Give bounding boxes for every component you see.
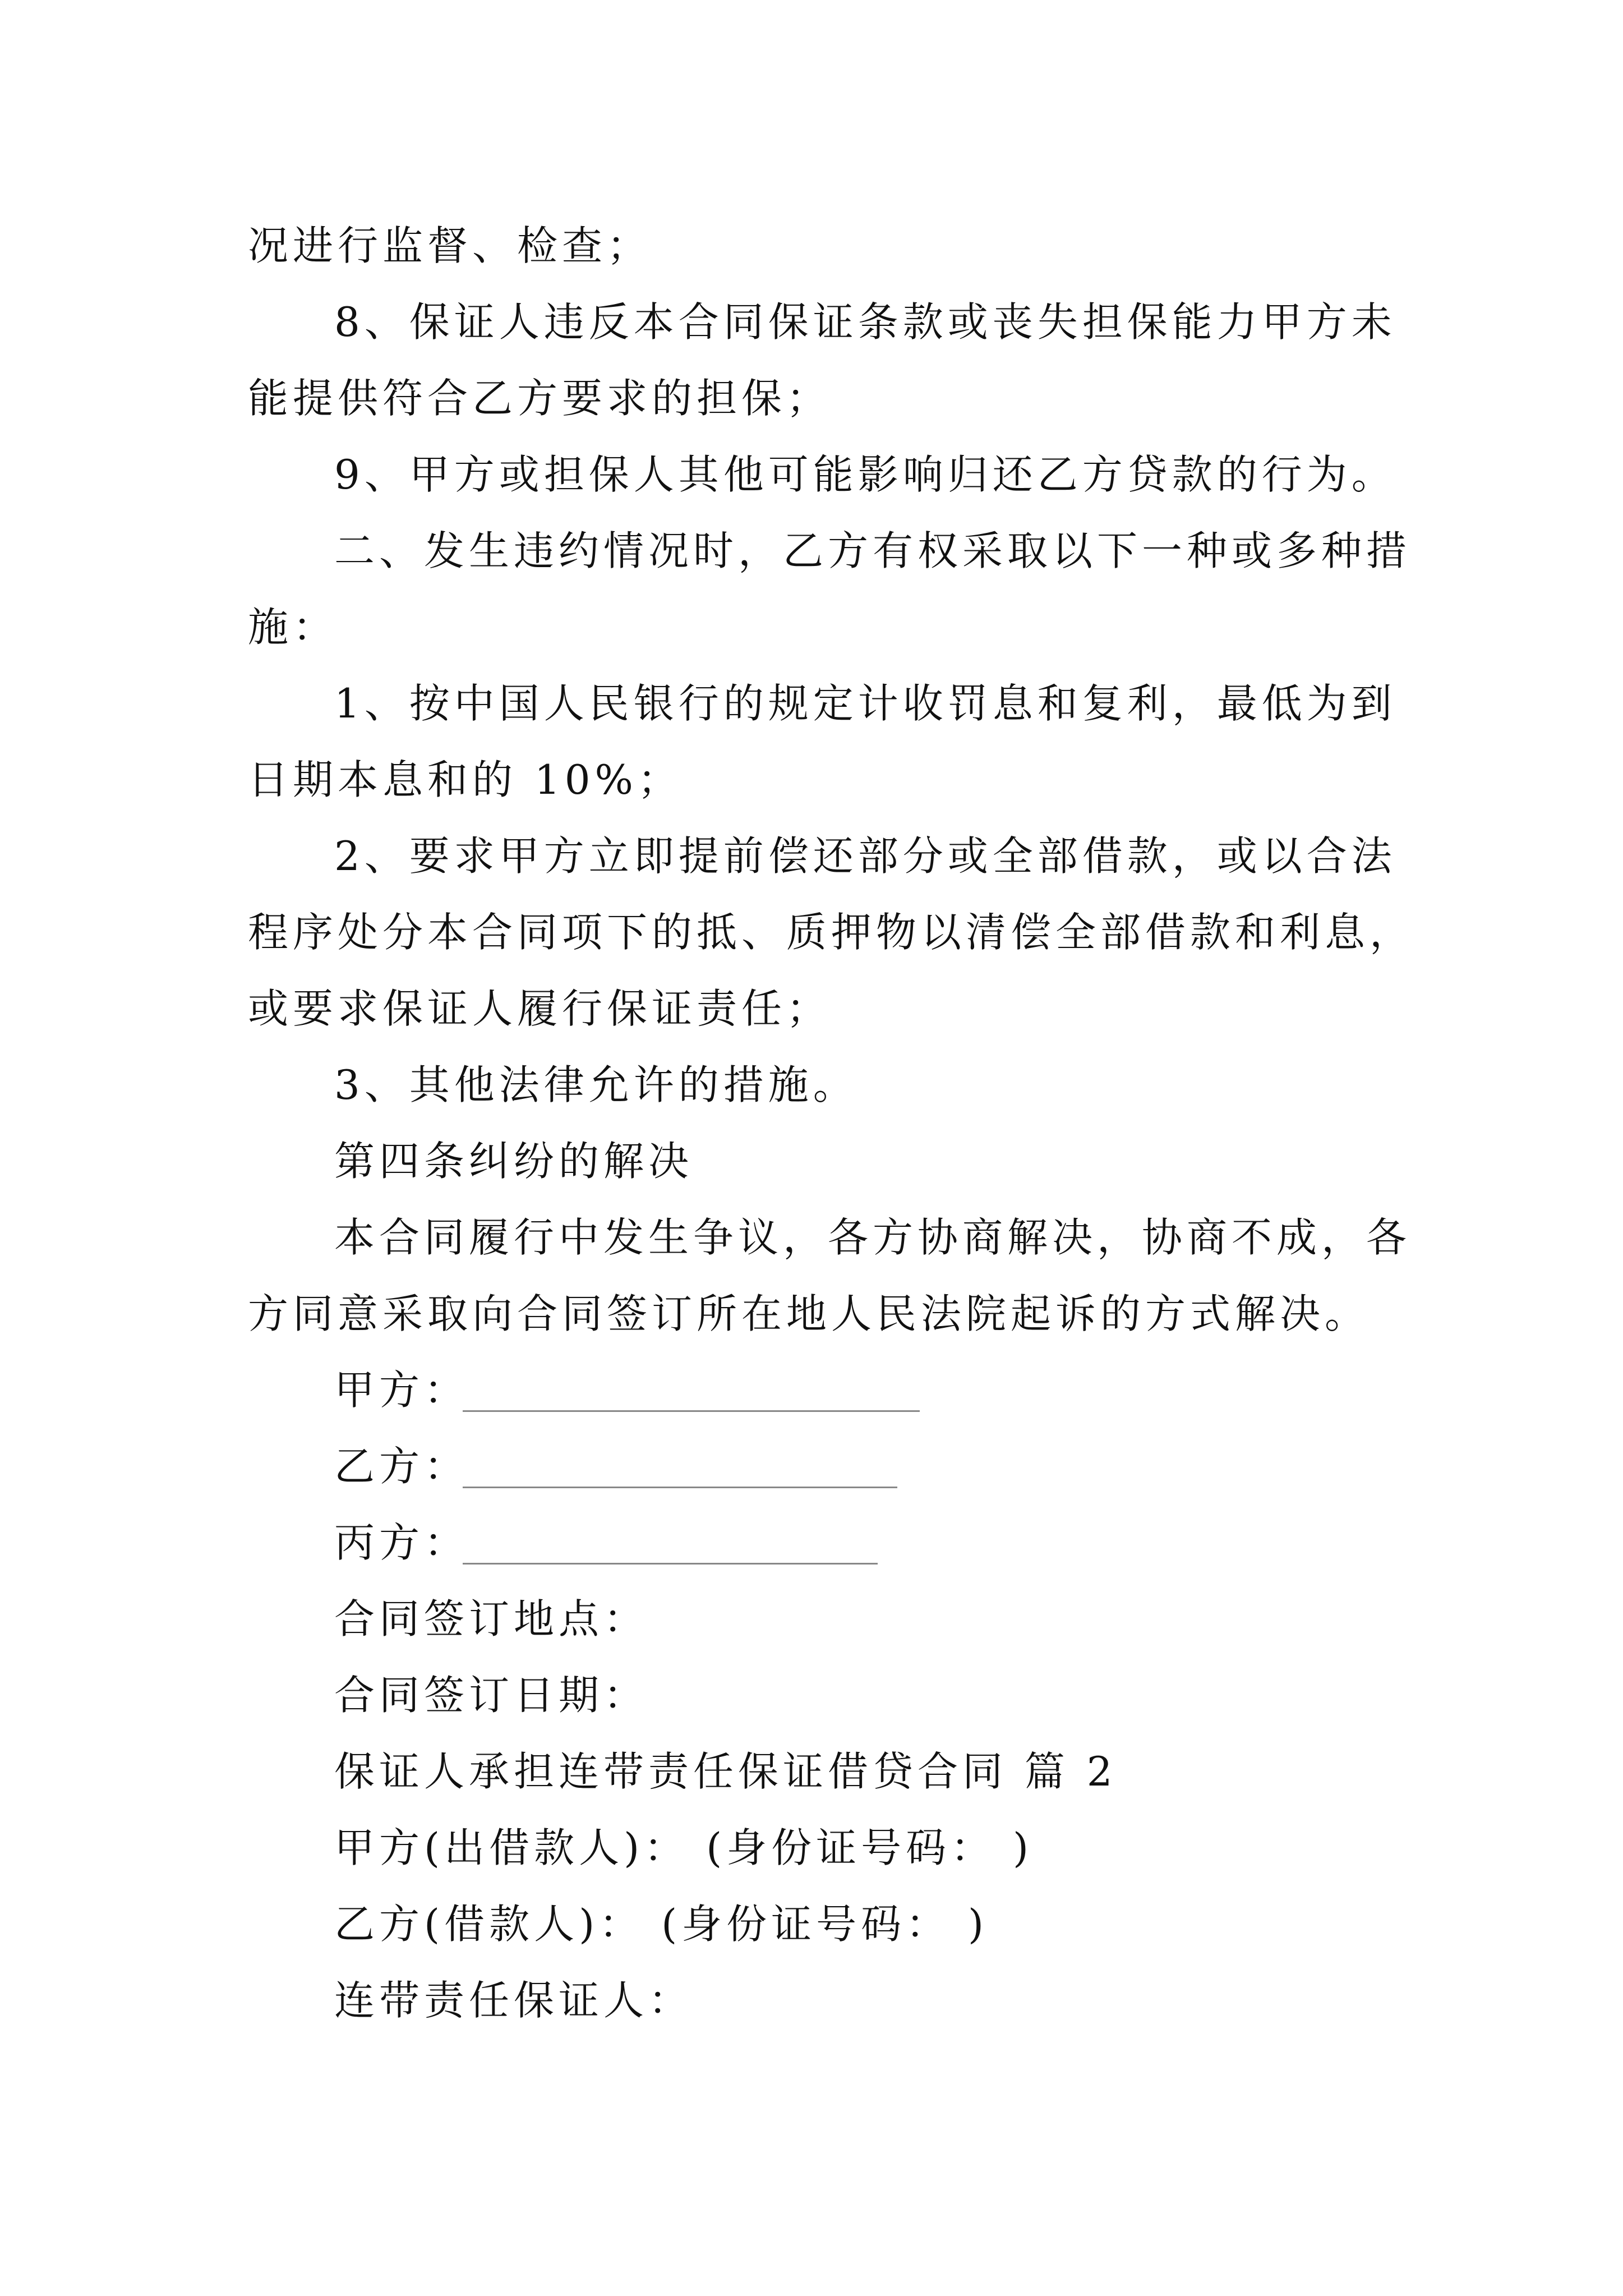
signature-party-b-line (463, 1487, 897, 1488)
borrower-line: 乙方(借款人)： (身份证号码： ) (334, 1901, 989, 1948)
contract-title: 保证人承担连带责任保证借贷合同 篇 2 (334, 1748, 1117, 1795)
signature-party-a-line (463, 1410, 920, 1412)
paragraph-line: 8、保证人违反本合同保证条款或丧失担保能力甲方未 (334, 298, 1396, 346)
signature-party-c-line (463, 1563, 878, 1565)
paragraph-line: 程序处分本合同项下的抵、质押物以清偿全部借款和利息， (248, 909, 1415, 956)
paragraph-line: 施： (248, 604, 338, 651)
paragraph-line: 本合同履行中发生争议，各方协商解决，协商不成，各 (334, 1214, 1412, 1261)
paragraph-line: 3、其他法律允许的措施。 (334, 1061, 858, 1108)
paragraph-line: 或要求保证人履行保证责任； (248, 985, 832, 1032)
paragraph-line: 2、要求甲方立即提前偿还部分或全部借款，或以合法 (334, 832, 1396, 880)
signature-party-b-label: 乙方： (334, 1443, 469, 1490)
paragraph-line: 9、甲方或担保人其他可能影响归还乙方贷款的行为。 (334, 451, 1396, 498)
contract-signing-place: 合同签订地点： (334, 1595, 649, 1642)
lender-line: 甲方(出借款人)： (身份证号码： ) (334, 1824, 1034, 1871)
paragraph-line: 方同意采取向合同签订所在地人民法院起诉的方式解决。 (248, 1290, 1370, 1337)
guarantor-line: 连带责任保证人： (334, 1977, 694, 2024)
signature-party-a-label: 甲方： (334, 1366, 469, 1414)
contract-signing-date: 合同签订日期： (334, 1672, 649, 1719)
section-heading: 第四条纠纷的解决 (334, 1138, 694, 1185)
signature-party-c-label: 丙方： (334, 1519, 469, 1566)
paragraph-line: 1、按中国人民银行的规定计收罚息和复利，最低为到 (334, 680, 1396, 727)
paragraph-line: 能提供符合乙方要求的担保； (248, 375, 832, 422)
paragraph-line: 二、发生违约情况时，乙方有权采取以下一种或多种措 (334, 527, 1412, 574)
paragraph-line: 况进行监督、检查； (248, 222, 652, 269)
paragraph-line: 日期本息和的 10%； (248, 756, 683, 803)
